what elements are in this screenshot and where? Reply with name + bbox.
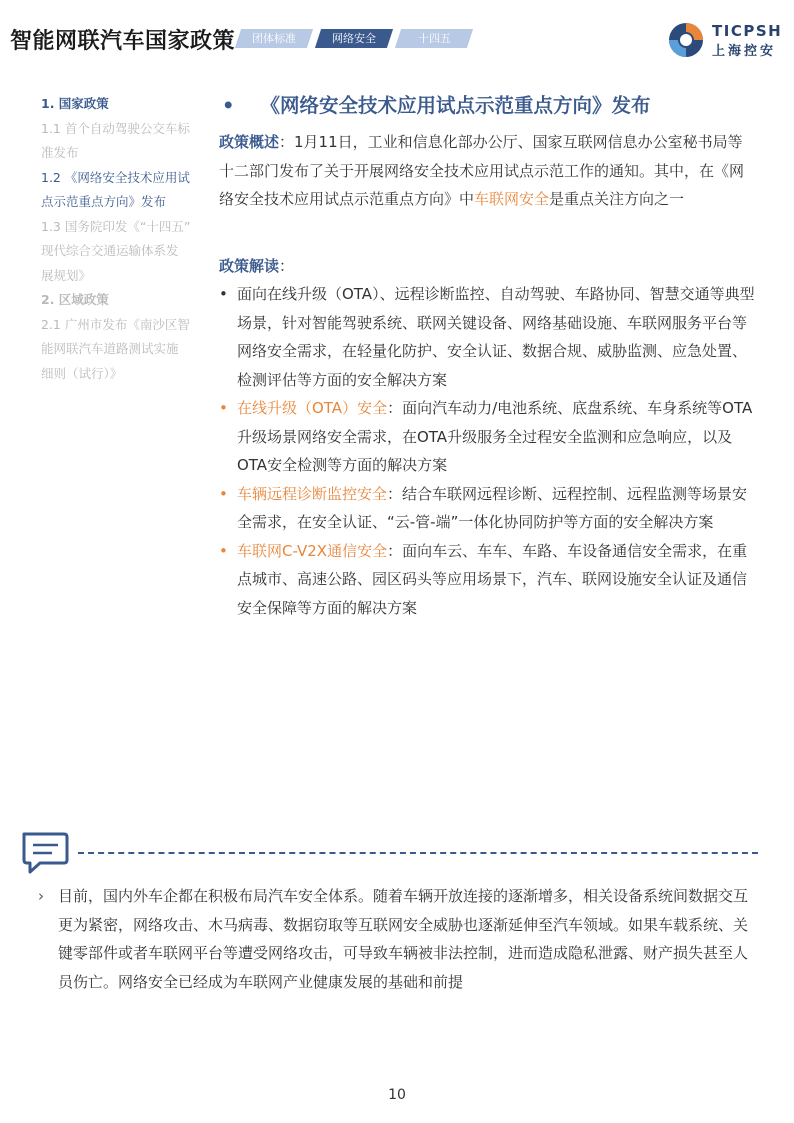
overview-text-2: 是重点关注方向之一 — [549, 190, 685, 208]
interpretation-bullets — [219, 280, 759, 622]
toc-item-1-3[interactable]: 1.3 国务院印发《“十四五” — [41, 218, 191, 234]
bullet-dot: • — [219, 484, 228, 503]
toc-section-regional[interactable]: 2. 区域政策 — [41, 292, 109, 307]
page-header-title: 智能网联汽车国家政策 — [10, 29, 236, 54]
section-divider — [78, 852, 758, 854]
overview-text-1: ：1月11日，工业和信息化部办公厅、国家互联网信息办公室秘书局等十二部门发布了关于开展网络安全技术应用试点示范工作的通知。其中，在《网络安全技术应用试点示范重点方向》中 — [219, 133, 745, 208]
logo-subtitle: 上海控安 — [712, 44, 777, 59]
chat-bubble-icon — [20, 830, 70, 876]
toc-section-national[interactable]: 1. 国家政策 — [41, 96, 109, 111]
toc-item-1-1[interactable]: 1.1 首个自动驾驶公交车标 — [41, 120, 190, 136]
page-number: 10 — [388, 1087, 406, 1103]
article-title — [222, 90, 650, 118]
toc-item-1-1-cont[interactable]: 准发布 — [41, 145, 79, 160]
list-item — [219, 480, 759, 537]
table-of-contents — [41, 92, 209, 386]
list-item — [219, 537, 759, 623]
tab-group-standard[interactable]: 团体标准 — [235, 29, 313, 48]
summary-paragraph — [38, 882, 758, 996]
brand-logo — [666, 20, 786, 60]
policy-overview — [219, 128, 757, 214]
article-title-text: 《网络安全技术应用试点示范重点方向》发布 — [260, 94, 651, 117]
toc-item-2-1-cont2[interactable]: 细则（试行）》 — [41, 365, 123, 381]
bullet-highlight: 在线升级（OTA）安全 — [237, 399, 388, 417]
bullet-dot: • — [219, 285, 228, 303]
bullet-text: ：面向车云、车车、车路、车设备通信安全需求，在重点城市、高速公路、园区码头等应用场景下，汽车、联网设施安全认证及通信安全保障等方面的解决方案 — [237, 541, 748, 617]
toc-item-2-1[interactable]: 2.1 广州市发布《南沙区智 — [41, 316, 190, 332]
summary-text: 目前，国内外车企都在积极布局汽车安全体系。随着车辆开放连接的逐渐增多，相关设备系统间数据交互更为紧密，网络攻击、木马病毒、数据窃取等互联网安全威胁也逐渐延伸至汽车领域。如果车载系统、关键零部件或者车联网平台等遭受网络攻击，可导致车辆被非法控制，进而造成隐私泄露、财产损失甚至人员伤亡。网络安全已经成为车联网产业健康发展的基础和前提 — [58, 887, 749, 991]
overview-label: 政策概述 — [219, 133, 280, 151]
logo-swirl-icon — [666, 20, 706, 60]
tab-network-security[interactable]: 网络安全 — [315, 29, 393, 48]
interpretation-label: 政策解读 — [219, 257, 280, 275]
toc-item-1-3-cont[interactable]: 现代综合交通运输体系发 — [41, 243, 179, 258]
tab-14th-five-year[interactable]: 十四五 — [395, 29, 473, 48]
bullet-text: ：面向汽车动力/电池系统、底盘系统、车身系统等OTA升级场景网络安全需求，在OTA升级服务全过程安全监测和应急响应，以及OTA安全检测等方面的解决方案 — [237, 399, 753, 474]
bullet-dot: • — [219, 541, 228, 560]
policy-interpretation-heading — [219, 252, 757, 281]
toc-item-1-2-cont[interactable]: 点示范重点方向》发布 — [41, 194, 167, 209]
bullet-text: 面向在线升级（OTA）、远程诊断监控、自动驾驶、车路协同、智慧交通等典型场景，针对智能驾驶系统、联网关键设备、网络基础设施、车联网服务平台等网络安全需求，在轻量化防护、安全认证、数据合规、威胁监测、应急处置、检测评估等方面的安全解决方案 — [237, 285, 755, 389]
toc-item-1-2[interactable]: 1.2 《网络安全技术应用试 — [41, 169, 190, 185]
chevron-right-icon: › — [38, 887, 44, 905]
toc-item-1-3-cont2[interactable]: 展规划》 — [41, 267, 92, 283]
toc-item-2-1-cont[interactable]: 能网联汽车道路测试实施 — [41, 341, 179, 356]
overview-highlight: 车联网安全 — [474, 190, 550, 208]
list-item — [219, 394, 759, 480]
bullet-text: ：结合车联网远程诊断、远程控制、远程监测等场景安全需求，在安全认证、“云-管-端”一体化协同防护等方面的安全解决方案 — [237, 484, 748, 531]
bullet-dot: • — [219, 399, 228, 417]
bullet-highlight: 车联网C-V2X通信安全 — [237, 541, 388, 560]
title-bullet: • — [222, 94, 235, 117]
logo-name: TICPSH — [712, 22, 783, 40]
bullet-highlight: 车辆远程诊断监控安全 — [237, 484, 388, 503]
interpretation-colon: ： — [279, 257, 295, 275]
list-item — [219, 280, 759, 394]
